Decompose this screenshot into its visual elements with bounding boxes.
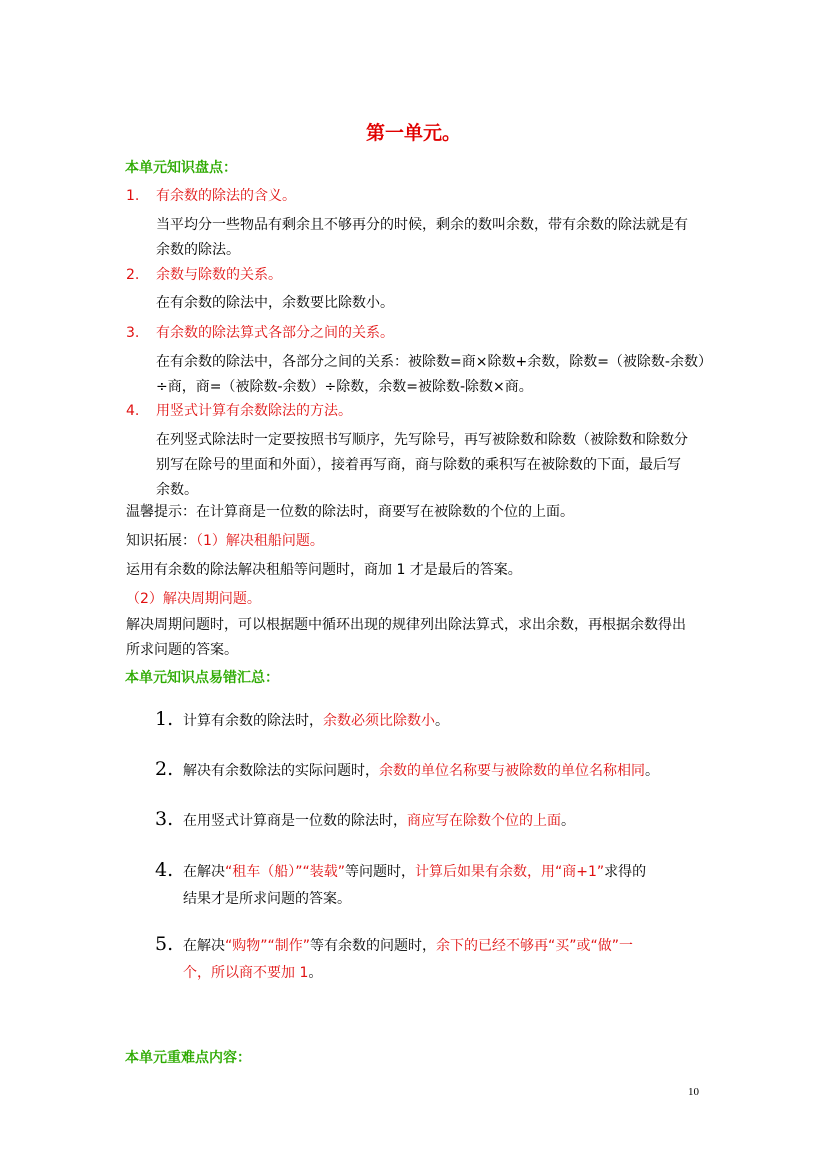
item-1-body-line: 当平均分一些物品有剩余且不够再分的时候，剩余的数叫余数，带有余数的除法就是有 xyxy=(156,217,688,233)
item-3-heading-text: 有余数的除法算式各部分之间的关系。 xyxy=(156,325,394,341)
tip-text: 温馨提示：在计算商是一位数的除法时，商要写在被除数的个位的上面。 xyxy=(126,504,574,520)
mistake-emphasis: 余数必须比除数小 xyxy=(323,713,435,729)
extend-2-heading: （2）解决周期问题。 xyxy=(126,591,261,607)
extend-2-body-line: 解决周期问题时，可以根据题中循环出现的规律列出除法算式，求出余数，再根据余数得出 xyxy=(126,617,686,633)
item-4-body-line: 余数。 xyxy=(156,482,198,498)
extend-label: 知识拓展： xyxy=(126,533,196,549)
mistake-text: 在解决 xyxy=(183,938,225,954)
item-3-body xyxy=(156,350,716,400)
item-2-number: 2. xyxy=(126,267,140,283)
mistake-continuation: 结果才是所求问题的答案。 xyxy=(183,891,351,907)
mistake-number: 2. xyxy=(155,758,174,780)
mistake-emphasis: 余数的单位名称要与被除数的单位名称相同 xyxy=(379,763,645,779)
item-1-heading xyxy=(126,183,296,209)
mistake-number: 3. xyxy=(155,808,174,830)
item-2-heading-text: 余数与除数的关系。 xyxy=(156,267,282,283)
mistake-text: 求得的 xyxy=(604,864,647,880)
item-2-body-line: 在有余数的除法中，余数要比除数小。 xyxy=(156,295,394,311)
item-4-body-line: 在列竖式除法时一定要按照书写顺序，先写除号，再写被除数和除数（被除数和除数分 xyxy=(156,432,688,448)
extend-2-body-line: 所求问题的答案。 xyxy=(126,642,238,658)
mistake-emphasis: 商应写在除数个位的上面 xyxy=(407,813,561,829)
mistake-number: 1. xyxy=(155,708,174,730)
key-points-heading: 本单元重难点内容： xyxy=(125,1050,251,1066)
item-1-number: 1. xyxy=(126,188,140,204)
item-2-body xyxy=(156,291,716,316)
item-1-body-line: 余数的除法。 xyxy=(156,242,240,258)
page-number: 10 xyxy=(688,1086,699,1098)
item-2-heading xyxy=(126,262,282,288)
mistake-text: 等有余数的问题时， xyxy=(310,938,437,954)
item-3-heading xyxy=(126,320,394,346)
mistake-item xyxy=(155,704,449,736)
mistake-text: 解决有余数除法的实际问题时， xyxy=(183,763,379,779)
mistake-tail: 。 xyxy=(645,763,659,779)
mistake-tail: 。 xyxy=(435,713,449,729)
mistake-quote: “租车（船）”“装载” xyxy=(225,864,346,880)
mistake-text: 在用竖式计算商是一位数的除法时， xyxy=(183,813,407,829)
mistakes-heading: 本单元知识点易错汇总： xyxy=(125,670,279,686)
extend-1-heading: （1）解决租船问题。 xyxy=(196,533,324,549)
item-4-heading-text: 用竖式计算有余数除法的方法。 xyxy=(156,403,352,419)
page-title: 第一单元。 xyxy=(365,122,461,144)
mistake-number: 5. xyxy=(155,933,174,955)
mistake-emphasis: 余下的已经不够再“买”或“做”一 xyxy=(436,938,634,954)
mistake-tail: 。 xyxy=(308,965,323,981)
item-1-heading-text: 有余数的除法的含义。 xyxy=(156,188,296,204)
knowledge-heading: 本单元知识盘点： xyxy=(125,160,237,176)
item-3-number: 3. xyxy=(126,325,140,341)
mistake-quote: “购物”“制作” xyxy=(225,938,311,954)
mistake-text: 等问题时， xyxy=(345,864,416,880)
extend-2-body xyxy=(126,613,716,663)
item-4-body xyxy=(156,428,716,503)
mistake-text: 在解决 xyxy=(183,864,225,880)
mistake-tail: 。 xyxy=(561,813,575,829)
mistake-continuation xyxy=(183,958,322,988)
mistake-text: 计算有余数的除法时， xyxy=(183,713,323,729)
extend-1-body: 运用有余数的除法解决租船等问题时，商加 1 才是最后的答案。 xyxy=(126,562,522,578)
extend-line xyxy=(126,528,324,554)
mistake-emphasis: 计算后如果有余数，用“商+1” xyxy=(415,864,605,880)
mistake-item xyxy=(155,804,575,836)
mistake-number: 4. xyxy=(155,859,174,881)
mistake-item xyxy=(155,929,633,961)
mistake-item xyxy=(155,855,646,887)
item-4-heading xyxy=(126,398,352,424)
item-3-body-line: ÷商，商=（被除数-余数）÷除数，余数=被除数-除数×商。 xyxy=(156,379,533,395)
item-4-number: 4. xyxy=(126,403,140,419)
mistake-emphasis: 个，所以商不要加 1 xyxy=(183,965,309,981)
item-4-body-line: 别写在除号的里面和外面），接着再写商，商与除数的乘积写在被除数的下面，最后写 xyxy=(156,457,681,473)
mistake-item xyxy=(155,754,659,786)
item-3-body-line: 在有余数的除法中，各部分之间的关系：被除数=商×除数+余数，除数=（被除数-余数） xyxy=(156,354,712,370)
item-1-body xyxy=(156,213,716,263)
